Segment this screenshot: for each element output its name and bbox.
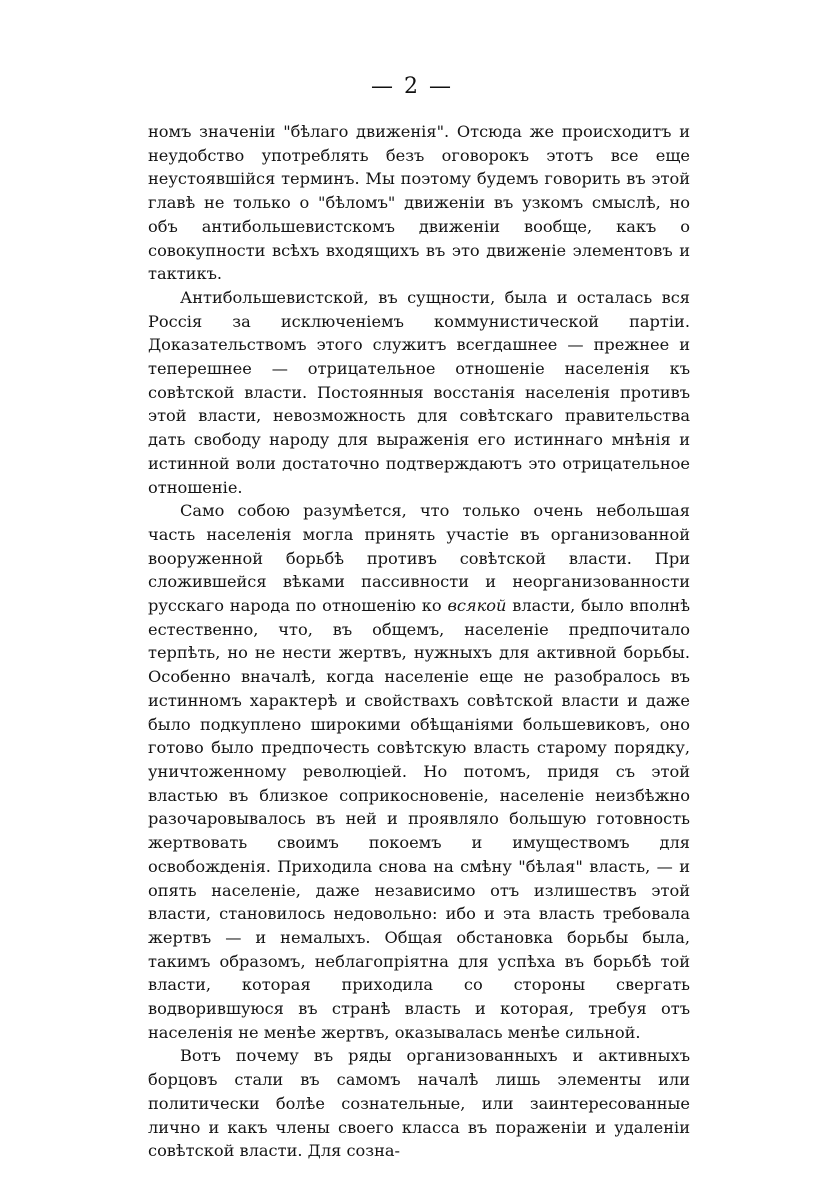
page-number: — 2 — <box>371 74 453 99</box>
paragraph-1: номъ значеніи "бѣлаго движенія". Отсюда же происходитъ и неудобство употреблять безъ оговорокъ этотъ все еще неустоявшійся терминъ. Мы поэтому будемъ говорить въ этой главѣ не только о "бѣломъ" движеніи въ узкомъ смыслѣ, но объ антибольшевистскомъ движеніи вообще, какъ о совокупности всѣхъ входящихъ въ это движеніе элементовъ и тактикъ. <box>148 122 690 284</box>
paragraph-4: Вотъ почему въ ряды организованныхъ и активныхъ борцовъ стали въ самомъ началѣ лишь элементы или политически болѣе сознательные, или заинтересованные лично и какъ члены своего класса въ пораженіи и удаленіи совѣтской власти. Для созна- <box>148 1046 690 1161</box>
paragraph-3-end: власти, было вполнѣ естественно, что, въ общемъ, населеніе предпочитало терпѣть, но не нести жертвъ, нужныхъ для активной борьбы. Особенно вначалѣ, когда населеніе еще не разобралось въ истинномъ характерѣ и свойствахъ совѣтской власти и даже было подкуплено широкими обѣщаніями большевиковъ, оно готово было предпочесть совѣтскую власть старому порядку, уничтоженному революціей. Но потомъ, придя съ этой властью въ близкое соприкосновеніе, населеніе неизбѣжно разочаровывалось въ ней и проявляло большую готовность жертвовать своимъ покоемъ и имуществомъ для освобожденія. Приходила снова на смѣну "бѣлая" власть, — и опять населеніе, даже независимо отъ излишествъ этой власти, становилось недовольно: ибо и эта власть требовала жертвъ — и немалыхъ. Общая обстановка борьбы была, такимъ образомъ, неблагопріятна для успѣха въ борьбѣ той власти, которая приходила со стороны свергать водворившуюся въ странѣ власть и которая, требуя отъ населенія не менѣе жертвъ, оказывалась менѣе сильной. <box>148 596 690 1042</box>
paragraph-3-start: Само собою разумѣется, что только очень небольшая часть населенія могла принять участіе въ организованной вооруженной борьбѣ противъ совѣтской власти. При сложившейся вѣками пассивности и неорганизованности русскаго народа по отношенію ко <box>148 501 690 616</box>
paragraph-3 <box>148 499 690 1044</box>
emphasized-word: всякой <box>447 596 507 616</box>
body-text <box>148 120 690 1163</box>
paragraph-2: Антибольшевистской, въ сущности, была и осталась вся Россія за исключеніемъ коммунистической партіи. Доказательствомъ этого служитъ всегдашнее — прежнее и теперешнее — отрицательное отношеніе населенія къ совѣтской власти. Постоянныя восстанія населенія противъ этой власти, невозможность для совѣтскаго правительства дать свободу народу для выраженія его истиннаго мнѣнія и истинной воли достаточно подтверждаютъ это отрицательное отношеніе. <box>148 287 690 497</box>
